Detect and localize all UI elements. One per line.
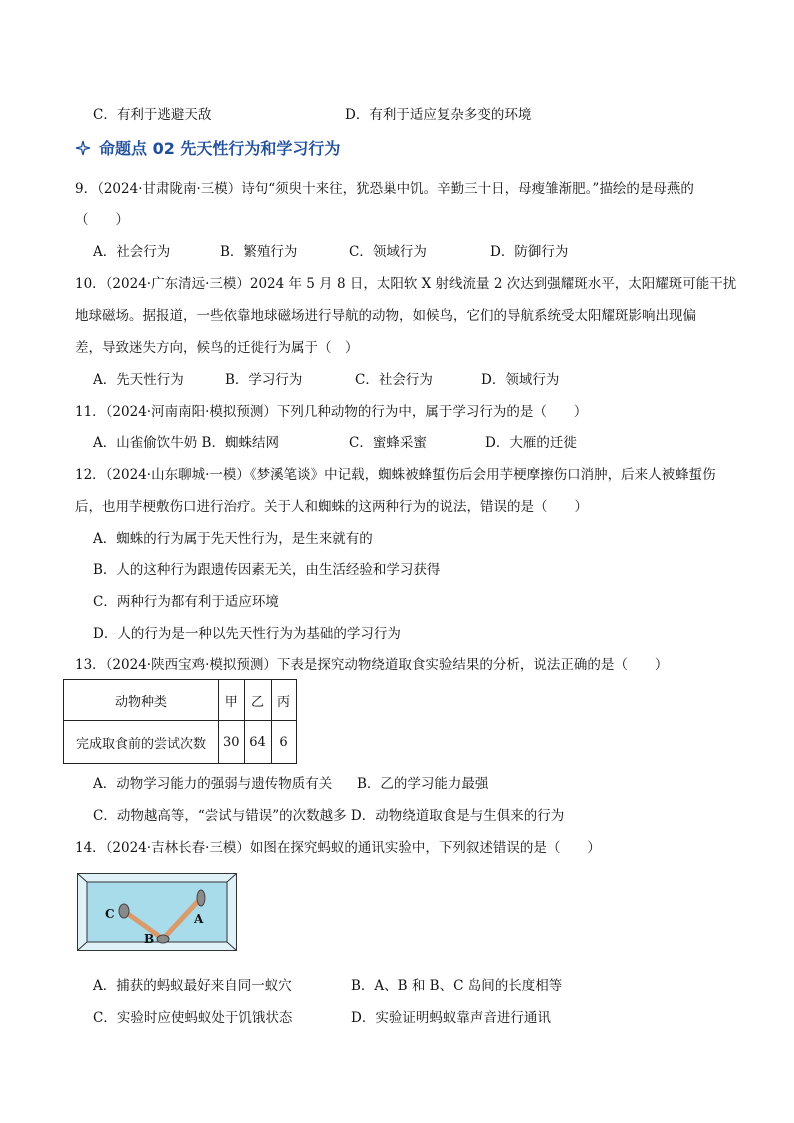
- section-title: 命题点 02 先天性行为和学习行为: [99, 139, 341, 158]
- q10-option-b: B．学习行为: [225, 372, 303, 388]
- q11-option-d: D．大雁的迁徙: [485, 435, 577, 451]
- q10-option-a: A．先天性行为: [93, 372, 184, 388]
- q14-option-c: C．实验时应使蚂蚁处于饥饿状态: [93, 1010, 293, 1026]
- q11-option-ab: A．山雀偷饮牛奶 B．蜘蛛结网: [93, 435, 279, 451]
- four-point-star-icon: [75, 140, 91, 156]
- table-header-cell: 甲: [219, 680, 245, 721]
- table-cell: 64: [244, 721, 271, 764]
- q9-option-b: B．繁殖行为: [220, 244, 298, 260]
- q12-stem-line-2: 后，也用芋梗敷伤口进行治疗。关于人和蜘蛛的这两种行为的说法，错误的是（ ）: [75, 499, 588, 515]
- q12-stem-line-1: 12．（2024·山东聊城·一模）《梦溪笔谈》中记载，蜘蛛被蜂蜇伤后会用芋梗摩擦伤口消肿，后来人被蜂蜇伤: [75, 467, 716, 483]
- island-label-b: B: [144, 932, 155, 946]
- q9-option-d: D．防御行为: [490, 244, 569, 260]
- island-label-c: C: [105, 907, 115, 921]
- q8-option-d: D．有利于适应复杂多变的环境: [345, 107, 532, 123]
- q14-option-d: D．实验证明蚂蚁靠声音进行通讯: [351, 1010, 551, 1026]
- q14-stem: 14．（2024·吉林长春·三模）如图在探究蚂蚁的通讯实验中，下列叙述错误的是（ ）: [75, 840, 601, 856]
- ant-island-experiment-figure: [77, 873, 237, 951]
- q14-option-b: B．A、B 和 B、C 岛间的长度相等: [351, 978, 563, 994]
- table-cell: 30: [219, 721, 245, 764]
- q9-stem-line-1: 9．（2024·甘肃陇南·三模）诗句“须臾十来往，犹恐巢中饥。辛勤三十日，母瘦雏渐肥。”描绘的是母燕的: [75, 181, 694, 197]
- q8-option-c: C．有利于逃避天敌: [93, 107, 212, 123]
- q13-option-a: A．动物学习能力的强弱与遗传物质有关: [93, 776, 333, 792]
- q10-stem-line-3: 差，导致迷失方向，候鸟的迁徙行为属于（ ）: [75, 340, 359, 356]
- q10-stem-line-1: 10．（2024·广东清远·三模）2024 年 5 月 8 日，太阳软 X 射线流量 2 次达到强耀斑水平，太阳耀斑可能干扰: [75, 276, 737, 292]
- table-cell: 6: [271, 721, 296, 764]
- q13-option-cd: C．动物越高等，“尝试与错误”的次数越多 D．动物绕道取食是与生俱来的行为: [93, 808, 565, 824]
- island-label-a: A: [194, 912, 204, 926]
- q11-option-c: C．蜜蜂采蜜: [349, 435, 427, 451]
- q9-stem-line-2: （ ）: [75, 212, 129, 228]
- table-header-cell: 动物种类: [64, 680, 219, 721]
- table-header-row: [64, 680, 297, 721]
- table-row: [64, 721, 297, 764]
- table-header-cell: 乙: [244, 680, 271, 721]
- q12-option-c: C．两种行为都有利于适应环境: [93, 594, 279, 610]
- q10-stem-line-2: 地球磁场。据报道，一些依靠地球磁场进行导航的动物，如候鸟，它们的导航系统受太阳耀斑影响出现偏: [75, 308, 696, 324]
- q10-option-d: D．领域行为: [481, 372, 560, 388]
- experiment-results-table: [63, 679, 297, 764]
- q13-option-b: B．乙的学习能力最强: [357, 776, 489, 792]
- q10-option-c: C．社会行为: [355, 372, 433, 388]
- section-heading: [75, 136, 340, 159]
- q9-option-c: C．领域行为: [349, 244, 427, 260]
- table-header-cell: 丙: [271, 680, 296, 721]
- q12-option-b: B．人的这种行为跟遗传因素无关，由生活经验和学习获得: [93, 562, 441, 578]
- q14-option-a: A．捕获的蚂蚁最好来自同一蚁穴: [93, 978, 292, 994]
- q12-option-d: D．人的行为是一种以先天性行为为基础的学习行为: [93, 626, 401, 642]
- q12-option-a: A．蜘蛛的行为属于先天性行为，是生来就有的: [93, 531, 373, 547]
- table-cell: 完成取食前的尝试次数: [64, 721, 219, 764]
- q11-stem: 11．（2024·河南南阳·模拟预测）下列几种动物的行为中，属于学习行为的是（ ）: [75, 404, 588, 420]
- q9-option-a: A．社会行为: [93, 244, 171, 260]
- q13-stem: 13．（2024·陕西宝鸡·模拟预测）下表是探究动物绕道取食实验结果的分析，说法正确的是（ ）: [75, 657, 669, 673]
